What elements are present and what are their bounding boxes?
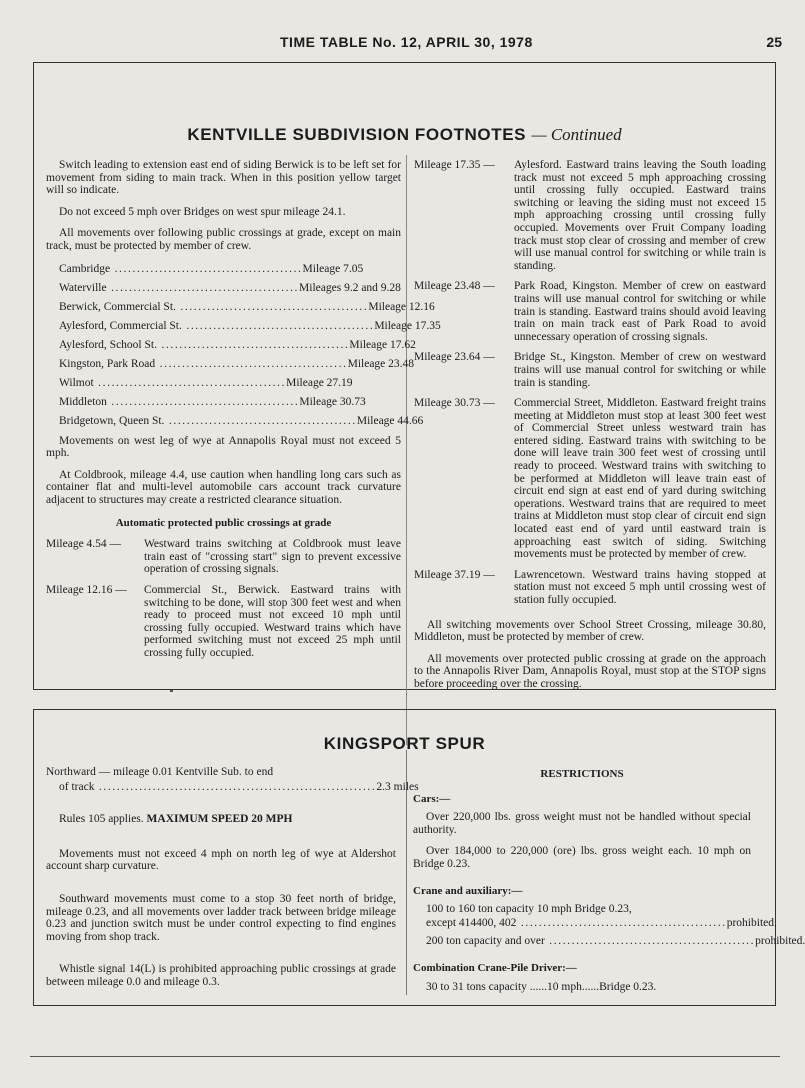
mileage-label: Mileage 12.16 — — [46, 583, 127, 596]
timetable-title: TIME TABLE No. 12, APRIL 30, 1978 — [280, 34, 533, 50]
crossing-row — [59, 414, 424, 429]
mileage-text: Bridge St., Kingston. Member of crew on westward trains will use manual control for switching or while train is standing. — [514, 351, 766, 389]
mileage-entry — [414, 397, 766, 561]
paragraph: Whistle signal 14(L) is prohibited approaching public crossings at grade between mileage 0.0 and mileage 0.3. — [46, 963, 396, 988]
spur-line-label: of track — [59, 780, 95, 793]
mileage-label: Mileage 37.19 — — [414, 568, 495, 581]
crossing-name: Bridgetown, Queen St. — [59, 414, 165, 427]
mileage-label: Mileage 17.35 — — [414, 159, 495, 171]
dot-leader: .............................................. — [516, 916, 727, 929]
spur-length: 2.3 miles — [376, 780, 419, 793]
paragraph: Do not exceed 5 mph over Bridges on west spur mileage 24.1. — [59, 205, 346, 218]
paragraph: Over 184,000 to 220,000 (ore) lbs. gross weight each. 10 mph on Bridge 0.23. — [413, 845, 751, 870]
rules-prefix: Rules 105 applies. — [59, 813, 144, 826]
dot-leader: .............................................. — [544, 935, 756, 948]
column-divider — [406, 155, 407, 745]
footnotes-section — [33, 62, 776, 690]
mileage-text: Aylesford. Eastward trains leaving the South loading track must not exceed 5 mph approaching crossing until crossing fully occupied. Eastward trains switching or leaving the siding must not exceed 15 mph approaching crossing until crossing fully occupied. Movements over Fruit Company loading track must stop clear of crossing and member of crew will use manual control for switching or while train is standing. — [514, 159, 766, 272]
page-header — [0, 34, 800, 54]
crossing-mileage: Mileage 30.73 — [299, 395, 366, 408]
paragraph: Movements on west leg of wye at Annapolis Royal must not exceed 5 mph. — [46, 434, 401, 460]
dot-leader: .......................................... — [156, 338, 350, 351]
crossing-mileage: Mileage 23.48 — [347, 357, 415, 370]
crane-line-value: prohibited. — [755, 935, 805, 948]
crane-line-label: except 414400, 402 — [426, 916, 517, 929]
paragraph: Movements must not exceed 4 mph on north leg of wye at Aldershot account sharp curvature. — [46, 847, 396, 873]
mileage-label: Mileage 23.64 — — [414, 351, 495, 364]
rules-line — [59, 813, 396, 826]
spur-right-column — [413, 768, 805, 999]
crossing-name: Berwick, Commercial St. — [59, 300, 176, 313]
paragraph: Over 220,000 lbs. gross weight must not be handled without special authority. — [413, 811, 751, 836]
page-bottom-rule — [30, 1056, 780, 1057]
mileage-entry — [46, 538, 401, 576]
kingsport-spur-section — [33, 709, 805, 1006]
spur-line: Northward — mileage 0.01 Kentville Sub. to end — [46, 766, 274, 778]
mileage-entry — [414, 351, 766, 389]
max-speed: MAXIMUM SPEED 20 MPH — [146, 813, 293, 826]
crossing-name: Wilmot — [59, 376, 94, 389]
combo-heading: Combination Crane-Pile Driver:— — [413, 961, 577, 974]
dot-leader: .............................................................. — [94, 780, 377, 793]
dot-leader: .......................................... — [93, 376, 287, 389]
spur-title: KINGSPORT SPUR — [323, 734, 486, 753]
mileage-text: Commercial Street, Middleton. Eastward freight trains meeting at Middleton must stop at least 300 feet west of Commercial Street unless westward train has entered siding. Eastward trains with switching to be done will leave train 300 feet west of crossing until ready to proceed. Westward trains with switching to be performed at Middleton will leave train east of circuit end sign at east end of yard during switching operations. Westward trains that are required to meet trains at Middleton must stop clear of circuit end sign located east end of yard until eastward train is approaching east switch of siding. Switching movements must be protected by member of crew. — [514, 397, 766, 561]
crossing-row — [59, 395, 401, 410]
crossing-row — [59, 281, 401, 296]
dot-leader: .......................................... — [181, 319, 375, 332]
mileage-entry — [414, 569, 766, 607]
paragraph: Southward movements must come to a stop 30 feet north of bridge, mileage 0.23, and all movements over ladder track between bridge mileage 0.23 and junction switch must be under control expecting to find engines moving from shop track. — [46, 892, 396, 943]
crossing-row — [59, 319, 441, 334]
mileage-entry — [414, 280, 766, 343]
crossing-name: Waterville — [59, 281, 107, 294]
footnotes-right-column — [414, 159, 766, 700]
crossing-name: Aylesford, Commercial St. — [59, 319, 182, 332]
crane-line-label: 200 ton capacity and over — [426, 935, 545, 948]
crossing-mileage: Mileage 17.35 — [374, 319, 441, 332]
mileage-text: Commercial St., Berwick. Eastward trains with switching to be done, will stop 300 feet west and when ready to proceed must not exceed 10 mph until crossing fully occupied. Westward trains which have performed switching must not exceed 25 mph until crossing fully occupied. — [144, 583, 401, 659]
print-speck — [170, 690, 173, 692]
dot-leader: .......................................... — [110, 262, 303, 275]
crane-line: 100 to 160 ton capacity 10 mph Bridge 0.23, — [426, 903, 632, 916]
mileage-text: Lawrencetown. Westward trains having stopped at station must not exceed 5 mph until crossing west of station fully occupied. — [514, 568, 766, 606]
crossing-mileage: Mileage 17.62 — [349, 338, 416, 351]
footnotes-left-column — [46, 159, 441, 667]
footnotes-title-text: KENTVILLE SUBDIVISION FOOTNOTES — [187, 125, 527, 144]
crossing-row — [59, 300, 435, 315]
dot-leader: .......................................... — [106, 281, 300, 294]
footnotes-title — [34, 125, 775, 145]
mileage-text: Park Road, Kingston. Member of crew on eastward trains will use manual control for switching or while train is standing. Eastward trains should avoid leaving train on main track east of Park Road to avoid unnecessary operation of crossing signals. — [514, 280, 766, 343]
crossing-mileage: Mileages 9.2 and 9.28 — [299, 281, 401, 294]
page-number: 25 — [766, 34, 782, 50]
crane-line — [426, 916, 777, 930]
mileage-text: Westward trains switching at Coldbrook must leave train east of "crossing start" sign to prevent excessive operation of crossing signals. — [144, 538, 401, 576]
crossing-name: Cambridge — [59, 262, 111, 275]
dot-leader: .......................................... — [164, 414, 357, 427]
cars-heading: Cars:— — [413, 792, 451, 805]
crossing-row — [59, 338, 416, 353]
paragraph: All movements over protected public crossing at grade on the approach to the Annapolis River Dam, Annapolis Royal, must stop at the STOP signs before proceeding over the crossing. — [414, 652, 766, 690]
crossing-mileage: Mileage 7.05 — [302, 262, 364, 275]
paragraph: Switch leading to extension east end of siding Berwick is to be left set for movement from siding to main track. When in this position yellow target will so indicate. — [46, 159, 401, 197]
mileage-entry — [414, 159, 766, 272]
crossing-name: Middleton — [59, 395, 107, 408]
combo-line: 30 to 31 tons capacity ......10 mph......Bridge 0.23. — [426, 980, 657, 993]
spur-left-column — [46, 766, 419, 998]
crossing-mileage: Mileage 12.16 — [368, 300, 435, 313]
crossing-row — [59, 376, 401, 391]
paragraph: All switching movements over School Street Crossing, mileage 30.80, Middleton, must be protected by member of crew. — [414, 618, 766, 644]
crossings-list — [46, 262, 441, 429]
crossing-row — [59, 262, 401, 277]
mileage-label: Mileage 4.54 — — [46, 538, 122, 551]
mileage-entry — [46, 584, 401, 660]
mileage-label: Mileage 30.73 — — [414, 397, 495, 410]
dot-leader: .......................................... — [155, 357, 348, 370]
mileage-label: Mileage 23.48 — — [414, 280, 495, 293]
crane-line — [426, 935, 805, 948]
crossing-mileage: Mileage 27.19 — [286, 376, 353, 389]
paragraph: All movements over following public crossings at grade, except on main track, must be protected by member of crew. — [46, 227, 401, 252]
subheading: Automatic protected public crossings at grade — [115, 516, 332, 529]
dot-leader: .......................................... — [106, 395, 300, 408]
crane-line-value: prohibited. — [726, 916, 777, 929]
crane-heading: Crane and auxiliary:— — [413, 884, 523, 897]
footnotes-title-suffix: — Continued — [531, 125, 622, 144]
crossing-row — [59, 357, 415, 372]
crossing-mileage: Mileage 44.66 — [356, 414, 424, 427]
paragraph: At Coldbrook, mileage 4.4, use caution when handling long cars such as container flat and multi-level automobile cars account track curvature adjacent to structures may create a restricted clearance situation. — [46, 468, 401, 506]
crossing-name: Aylesford, School St. — [59, 338, 157, 351]
spur-mileage-line — [59, 780, 419, 794]
dot-leader: .......................................... — [175, 300, 369, 313]
restrictions-heading: RESTRICTIONS — [540, 768, 624, 780]
crossing-name: Kingston, Park Road — [59, 357, 156, 370]
